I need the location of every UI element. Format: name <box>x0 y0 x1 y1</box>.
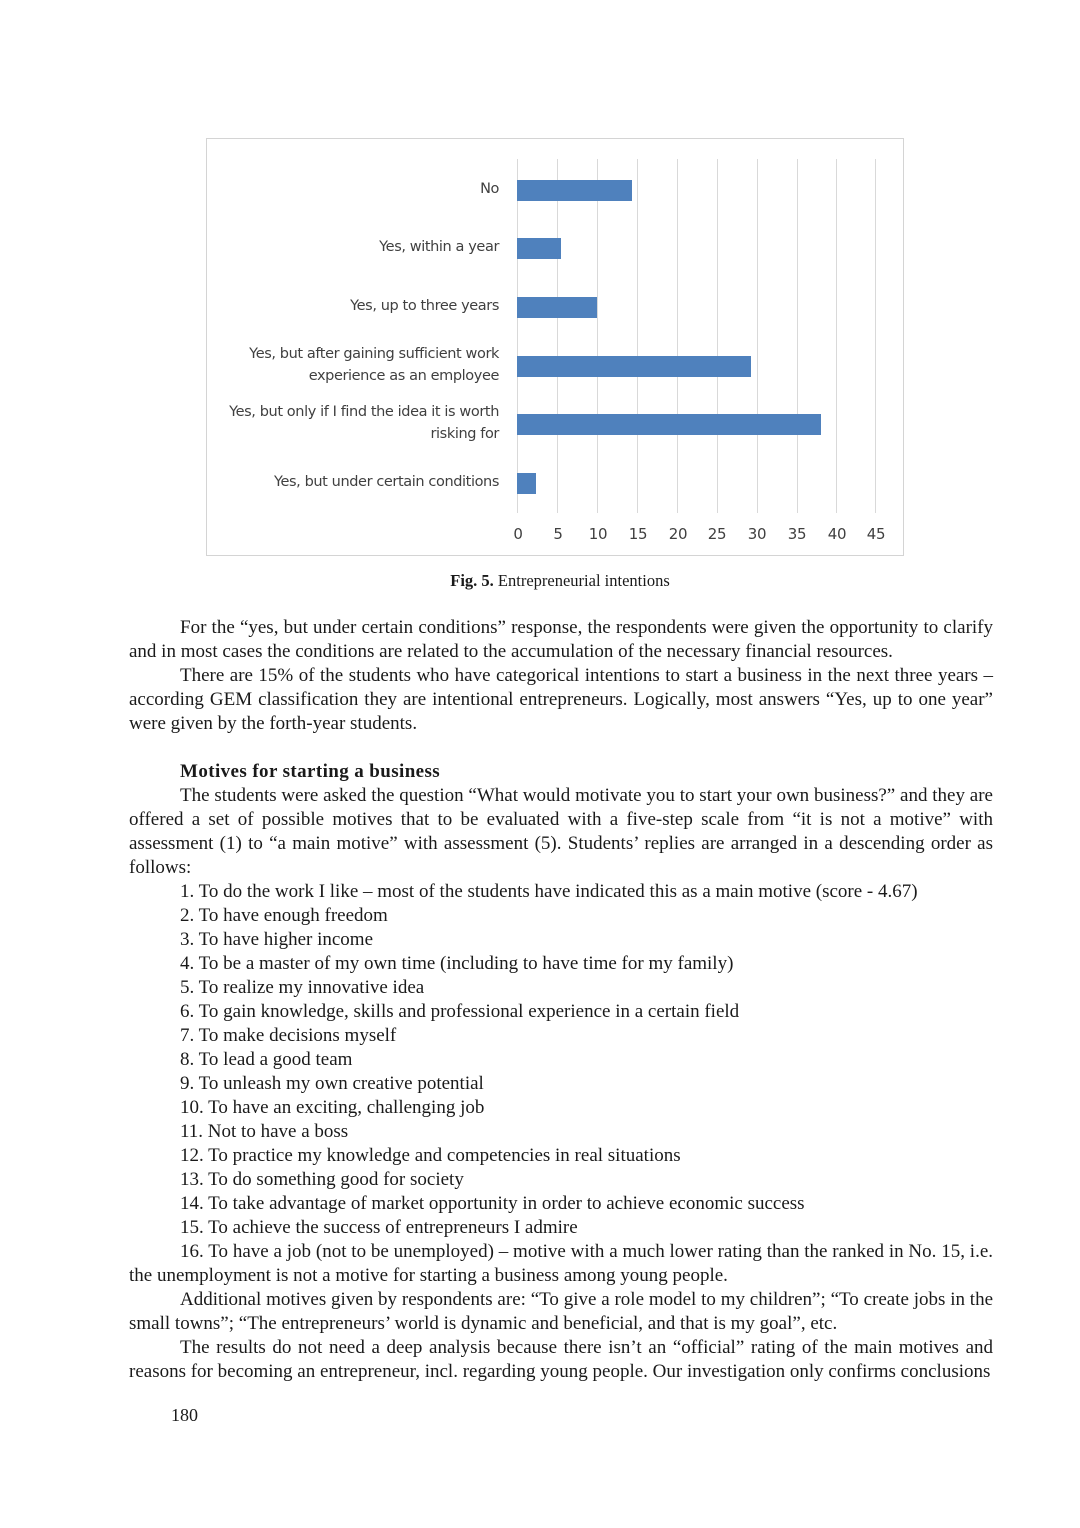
paragraph: 16. To have a job (not to be unemployed) – motive with a much lower rating than the ranked in No. 15, i.e. the unemployment is not a motive for starting a business among young people. <box>129 1241 993 1286</box>
category-label: Yes, but under certain conditions <box>273 474 499 490</box>
list-item: 15. To achieve the success of entrepreneurs I admire <box>180 1217 578 1238</box>
bar-up-to-three-years <box>517 297 597 318</box>
list-item: 10. To have an exciting, challenging job <box>180 1097 485 1118</box>
bar-no <box>517 180 632 201</box>
gridline <box>757 159 758 513</box>
paragraph: The students were asked the question “What would motivate you to start your own business?” and they are offered a set of possible motives that to be evaluated with a five-step scale from “it is not a motive” with assessment (1) to “a main motive” with assessment (5). Students’ replies are arranged in a descending order as follows: <box>129 785 993 878</box>
x-tick: 40 <box>827 525 847 543</box>
list-item: 5. To realize my innovative idea <box>180 977 425 998</box>
x-tick: 30 <box>747 525 767 543</box>
bar-idea-worth-risking <box>517 414 821 435</box>
list-item: 11. Not to have a boss <box>180 1121 349 1142</box>
gridline <box>637 159 638 513</box>
list-item: 8. To lead a good team <box>180 1049 353 1070</box>
gridline <box>677 159 678 513</box>
category-label: Yes, but after gaining sufficient work experience as an employee <box>249 346 499 384</box>
category-label: Yes, within a year <box>379 239 499 255</box>
list-item: 14. To take advantage of market opportunity in order to achieve economic success <box>180 1193 805 1214</box>
x-tick: 20 <box>668 525 688 543</box>
x-tick: 0 <box>513 525 523 543</box>
gridline <box>717 159 718 513</box>
list-item: 7. To make decisions myself <box>180 1025 397 1046</box>
figure-label: Fig. 5. <box>450 571 494 590</box>
category-label: Yes, up to three years <box>350 298 499 314</box>
figure-title: Entrepreneurial intentions <box>493 571 670 590</box>
list-item: 13. To do something good for society <box>180 1169 464 1190</box>
gridline <box>597 159 598 513</box>
body-text-block-2 <box>129 760 993 1384</box>
gridline <box>875 159 876 513</box>
paragraph: The results do not need a deep analysis because there isn’t an “official” rating of the main motives and reasons for becoming an entrepreneur, incl. regarding young people. Our investigation only confirms conclusions <box>129 1337 993 1382</box>
list-item: 3. To have higher income <box>180 929 374 950</box>
gridline <box>836 159 837 513</box>
category-label: No <box>480 181 499 197</box>
list-item: 4. To be a master of my own time (including to have time for my family) <box>180 953 734 974</box>
x-tick: 45 <box>866 525 886 543</box>
motives-list <box>129 880 993 1240</box>
body-text-block-1 <box>129 616 993 736</box>
page-number: 180 <box>171 1405 198 1425</box>
x-tick: 10 <box>588 525 608 543</box>
x-tick: 5 <box>553 525 563 543</box>
section-heading: Motives for starting a business <box>180 761 441 782</box>
list-item: 9. To unleash my own creative potential <box>180 1073 484 1094</box>
bar-within-a-year <box>517 238 561 259</box>
paragraph: Additional motives given by respondents are: “To give a role model to my children”; “To create jobs in the small towns”; “The entrepreneurs’ world is dynamic and beneficial, and that is my goal”, etc. <box>129 1289 993 1334</box>
paragraph: There are 15% of the students who have categorical intentions to start a business in the next three years – according GEM classification they are intentional entrepreneurs. Logically, most answers “Yes, up to one year” were given by the forth-year students. <box>129 665 993 734</box>
category-label: Yes, but only if I find the idea it is worth risking for <box>229 404 499 442</box>
figure-caption <box>0 571 1080 591</box>
paragraph: For the “yes, but under certain conditions” response, the respondents were given the opportunity to clarify and in most cases the conditions are related to the accumulation of the necessary financial resources. <box>129 617 993 662</box>
bar-under-certain-conditions <box>517 473 536 494</box>
bar-chart-entrepreneurial-intentions <box>206 138 904 556</box>
list-item: 6. To gain knowledge, skills and professional experience in a certain field <box>180 1001 740 1022</box>
x-tick: 15 <box>628 525 648 543</box>
x-tick: 35 <box>787 525 807 543</box>
plot-area <box>517 159 877 513</box>
list-item: 1. To do the work I like – most of the students have indicated this as a main motive (score - 4.67) <box>180 881 918 902</box>
list-item: 2. To have enough freedom <box>180 905 388 926</box>
gridline <box>797 159 798 513</box>
x-tick: 25 <box>707 525 727 543</box>
gridline <box>517 159 518 513</box>
gridline <box>557 159 558 513</box>
bar-after-work-experience <box>517 356 751 377</box>
list-item: 12. To practice my knowledge and competencies in real situations <box>180 1145 681 1166</box>
